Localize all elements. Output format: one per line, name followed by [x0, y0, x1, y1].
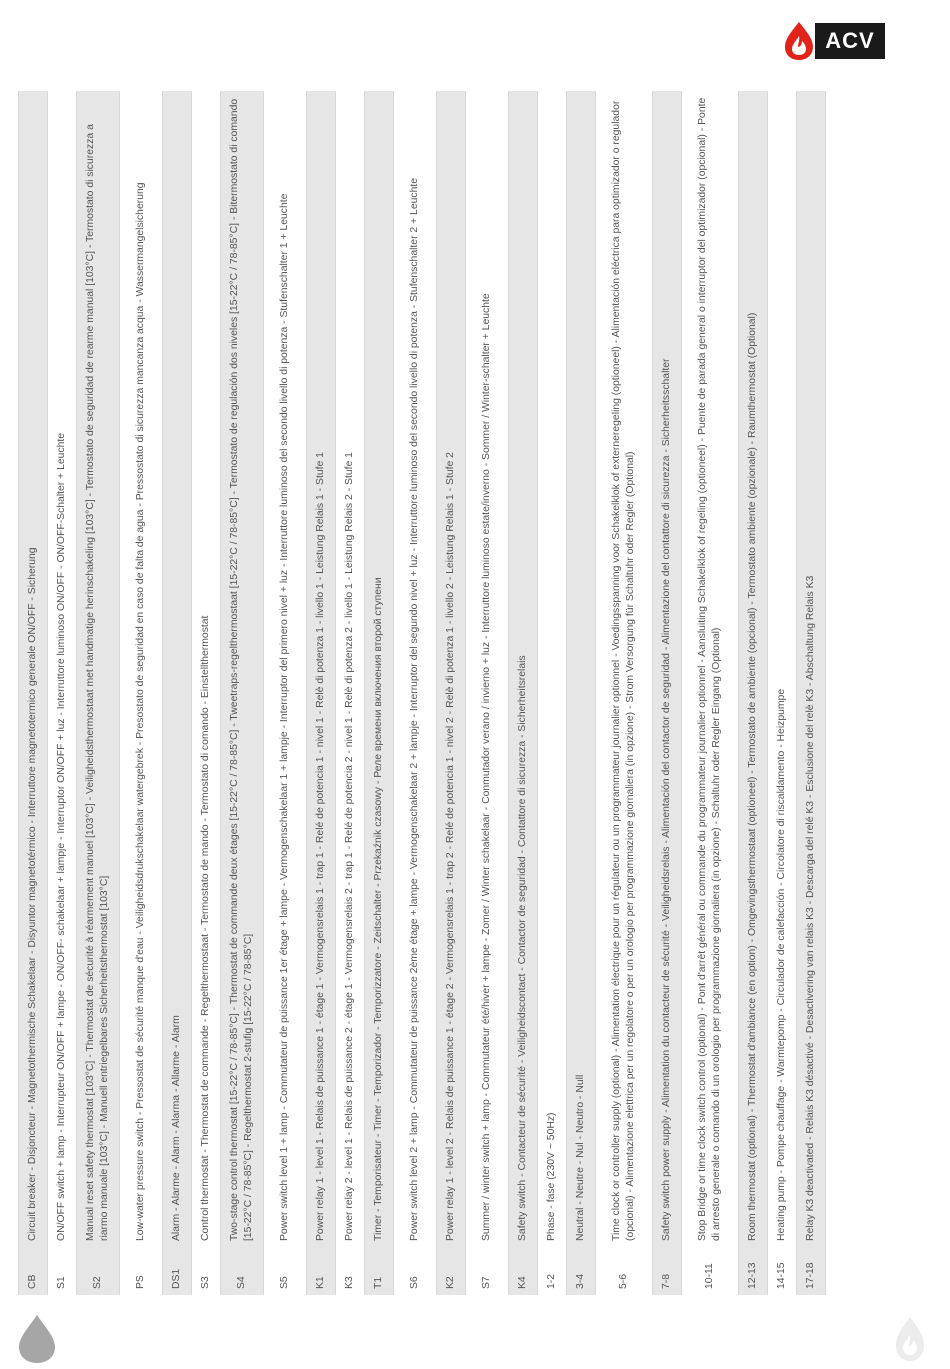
row-description: Manual reset safety thermostat [103°C] - Thermostat de sécurité à réarmement manuel [103°C] - Veiligheidsthermostaat met handmatige herinschakeling [103°C] - Termostato de seguridad de rearme manual [103°C] - Termostato di sicurezza a riarmo manuale [103°C] - Manuell entriegelbares Sicherheitsthermostat [103°C]	[77, 91, 120, 1251]
row-code: S2	[77, 1251, 120, 1295]
row-description: Circuit breaker - Disjoncteur - Magnetothermische Schakelaar - Disyuntor magnetotérmico - Interruttore magnetotermico generale ON/OFF - Sicherung	[19, 91, 48, 1251]
row-description: ON/OFF switch + lamp - Interrupteur ON/OFF + lampe - ON/OFF- schakelaar + lampje - Interruptor ON/OFF + luz - Interruttore luminoso ON/OFF - ON/OFF-Schalter + Leuchte	[48, 91, 77, 1251]
legend-table-container	[18, 91, 842, 1295]
row-code: K2	[437, 1251, 466, 1295]
table-row	[739, 91, 768, 1295]
row-description: Alarm - Alarme - Alarm - Alarma - Allarme - Alarm	[163, 91, 192, 1251]
table-row	[120, 91, 163, 1295]
row-description: Summer / winter switch + lamp - Commutateur été/hiver + lampe - Zomer / Winter schakelaar - Conmutador verano / invierno + luz - Interruttore luminoso estate/inverno - Sommer / Winter-schalter + Leuchte	[466, 91, 509, 1251]
row-code: 5-6	[596, 1251, 653, 1295]
row-code: 1-2	[538, 1251, 567, 1295]
row-code: 7-8	[653, 1251, 682, 1295]
row-code: S7	[466, 1251, 509, 1295]
row-description: Room thermostat (optional) - Thermostat d'ambiance (en option) - Omgevingsthermostaat (optioneel) - Termostato de ambiente (opcional) - Termostato ambiente (opzionale) - Raumthermostat (Optional)	[739, 91, 768, 1251]
row-description: Time clock or controller supply (optional) - Alimentation électrique pour un régulateur ou un programmateur journalier optionnel - Voedingsspanning voor Schakelklok of externeregeling (optioneel) - Alimentación eléctrica para optimizador o regulador (opcional) - Alimentazione elettrica per un regolatore o per un orologio per programmazione giornaliera (in opzione) - Strom Versorgung für Schaltuhr oder Regler (Optional)	[596, 91, 653, 1251]
row-code: 14-15	[768, 1251, 797, 1295]
acv-logo	[781, 20, 887, 62]
row-code: S6	[394, 1251, 437, 1295]
row-code: S5	[264, 1251, 307, 1295]
row-code: K1	[307, 1251, 336, 1295]
table-row	[221, 91, 264, 1295]
legend-table	[18, 91, 826, 1295]
row-description: Safety switch - Contacteur de sécurité - Veiligheidscontact - Contactor de seguridad - Contattore di sicurezza - Sicherheitsrelais	[509, 91, 538, 1251]
table-row	[509, 91, 538, 1295]
table-row	[264, 91, 307, 1295]
water-drop-icon	[17, 1313, 57, 1365]
table-row	[797, 91, 826, 1295]
row-code: K3	[336, 1251, 365, 1295]
row-description: Phase - fase (230V ~ 50Hz)	[538, 91, 567, 1251]
row-code: S3	[192, 1251, 221, 1295]
row-code: T1	[365, 1251, 394, 1295]
flame-icon	[781, 20, 817, 62]
table-row	[19, 91, 48, 1295]
row-code: S1	[48, 1251, 77, 1295]
row-code: 12-13	[739, 1251, 768, 1295]
row-description: Two-stage control thermostat [15-22°C / 78-85°C] - Thermostat de commande deux étages [15-22°C / 78-85°C] - Tweetraps-regelthermostaat [15-22°C / 78-85°C] - Termostato de regulación dos niveles [15-22°C / 78-85°C] - Bitermostato di comando [15-22°C / 78-85°C] - Regelthermostat 2-stufig [15-22°C / 78-85°C]	[221, 91, 264, 1251]
row-description: Power relay 2 - level 1 - Relais de puissance 2 - étage 1 - Vermogensrelais 2 - trap 1 - Relé de potencia 2 - nivel 1 - Relè di potenza 2 - livello 1 - Leistung Relais 2 - Stufe 1	[336, 91, 365, 1251]
row-description: Relay K3 deactivated - Relais K3 désactivé - Desactivering van relais K3 - Descarga del relé K3 - Esclusione del relè K3 - Abschaltung Relais K3	[797, 91, 826, 1251]
table-row	[192, 91, 221, 1295]
row-description: Power relay 1 - level 2 - Relais de puissance 1 - étage 2 - Vermogensrelais 1 - trap 2 - Relé de potencia 1 - nivel 2 - Relè di potenza 1 - livello 2 - Leistung Relais 1 - Stufe 2	[437, 91, 466, 1251]
table-row	[307, 91, 336, 1295]
table-row	[394, 91, 437, 1295]
row-description: Timer - Temporisateur - Timer - Temporizador - Temporizzatore - Zeitschalter - Przekaźnik czasowy - Реле времени включения второй ступени	[365, 91, 394, 1251]
table-row	[596, 91, 653, 1295]
row-code: 17-18	[797, 1251, 826, 1295]
table-row	[682, 91, 739, 1295]
table-row	[437, 91, 466, 1295]
table-row	[768, 91, 797, 1295]
row-description: Heating pump - Pompe chauffage - Warmtepomp - Circulador de calefacción - Circolatore di riscaldamento - Heizpumpe	[768, 91, 797, 1251]
row-description: Neutral - Neutre - Nul - Neutro - Null	[567, 91, 596, 1251]
table-row	[163, 91, 192, 1295]
row-code: S4	[221, 1251, 264, 1295]
row-code: K4	[509, 1251, 538, 1295]
row-code: PS	[120, 1251, 163, 1295]
table-row	[336, 91, 365, 1295]
flame-watermark-icon	[893, 1315, 927, 1363]
table-row	[567, 91, 596, 1295]
row-description: Stop Bridge or time clock switch control (optional) - Pont d'arrêt général ou commande du programmateur journalier optionnel - Aansluiting Schakelklok of regeling (optioneel) - Puente de parada general o interruptor del optimizador (opcional) - Ponte di arresto generale o comando di un orologio per programmazione giornaliera (in opzione) - Schaltuhr oder Regler Eingang (Optional)	[682, 91, 739, 1251]
row-code: 3-4	[567, 1251, 596, 1295]
table-row	[77, 91, 120, 1295]
table-row	[365, 91, 394, 1295]
table-row	[48, 91, 77, 1295]
table-row	[653, 91, 682, 1295]
row-description: Control thermostat - Thermostat de commande - Regelthermostaat - Termostato de mando - Termostato di comando - Einstellthermostat	[192, 91, 221, 1251]
row-code: DS1	[163, 1251, 192, 1295]
table-row	[538, 91, 567, 1295]
row-code: CB	[19, 1251, 48, 1295]
row-description: Safety switch power supply - Alimentation du contacteur de sécurité - Veiligheidsrelais - Alimentación del contactor de seguridad - Alimentazione del contattore di sicurezza - Sicherheitsschalter	[653, 91, 682, 1251]
row-description: Power relay 1 - level 1 - Relais de puissance 1 - étage 1 - Vermogensrelais 1 - trap 1 - Relé de potencia 1 - nivel 1 - Relè di potenza 1 - livello 1 - Leistung Relais 1 - Stufe 1	[307, 91, 336, 1251]
row-description: Power switch level 2 + lamp - Commutateur de puissance 2ème étage + lampe - Vermogenschakelaar 2 + lampje - Interruptor del segundo nivel + luz - Interruttore luminoso del secondo livello di potenza - Stufenschalter 2 + Leuchte	[394, 91, 437, 1251]
table-row	[466, 91, 509, 1295]
row-description: Power switch level 1 + lamp - Commutateur de puissance 1er étage + lampe - Vermogenschakelaar 1 + lampje - Interruptor del primero nivel + luz - Interruttore luminoso del secondo livello di potenza - Stufenschalter 1 + Leuchte	[264, 91, 307, 1251]
logo-text: ACV	[815, 23, 885, 59]
row-description: Low-water pressure switch - Pressostat de sécurité manque d'eau - Veiligheidsdrukschakelaar watergebrek - Presostato de seguridad en caso de falta de agua - Pressostato di sicurezza mancanza acqua - Wassermangelsicherung	[120, 91, 163, 1251]
row-code: 10-11	[682, 1251, 739, 1295]
